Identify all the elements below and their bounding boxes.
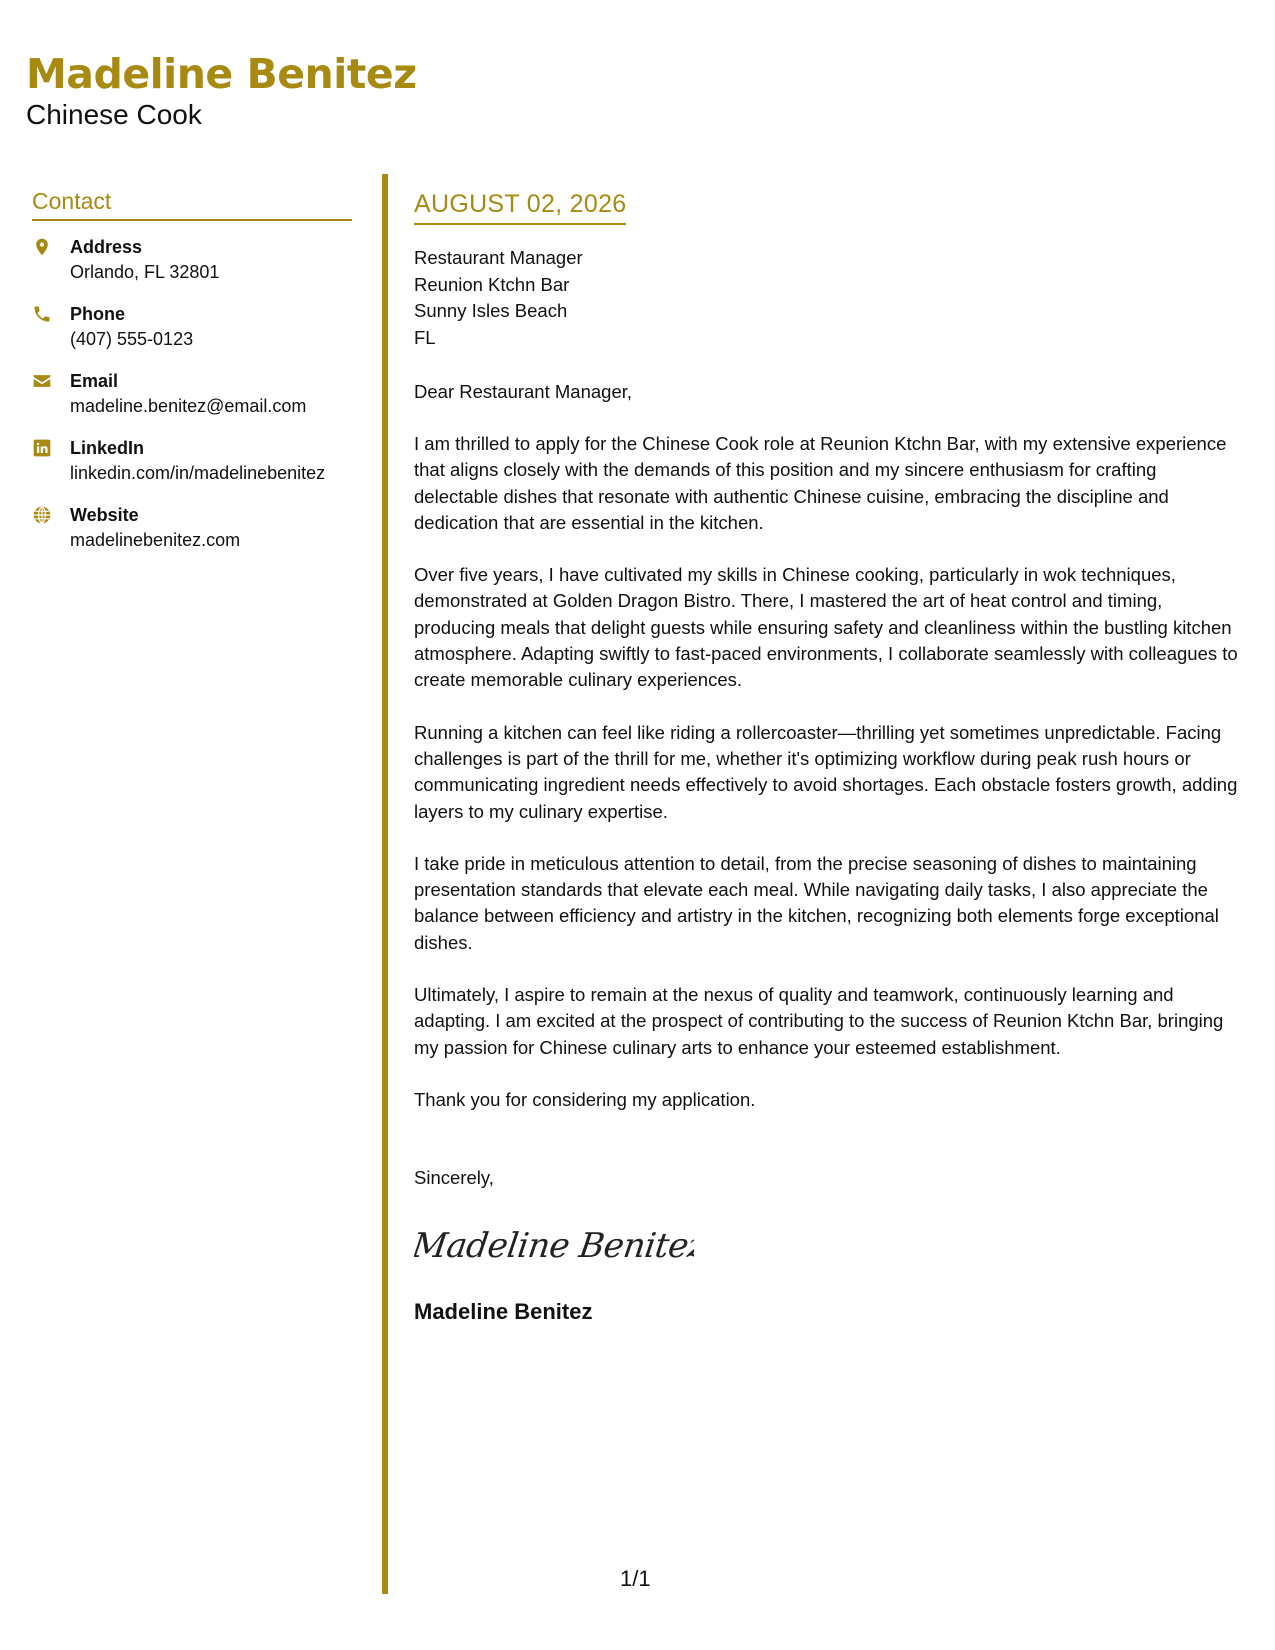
contact-sidebar <box>32 188 352 570</box>
contact-label: Phone <box>70 304 126 324</box>
contact-linkedin <box>32 436 352 486</box>
contact-label: Email <box>70 371 119 391</box>
body-paragraph: Running a kitchen can feel like riding a rollercoaster—thrilling yet sometimes unpredictable. Facing challenges is part of the thrill for me, whether it's optimizing workflow during peak rush hours or communicating ingredient needs effectively to avoid shortages. Each obstacle fosters growth, adding layers to my culinary expertise. <box>414 721 1238 822</box>
recipient-line: Reunion Ktchn Bar <box>414 273 570 295</box>
contact-address <box>32 235 352 285</box>
letter-date: AUGUST 02, 2026 <box>414 190 626 225</box>
contact-value: (407) 555-0123 <box>70 329 194 349</box>
contact-heading: Contact <box>32 188 352 221</box>
body-paragraph: Thank you for considering my application. <box>414 1088 756 1110</box>
signed-name: Madeline Benitez <box>414 1299 593 1325</box>
contact-value: madeline.benitez@email.com <box>70 396 307 416</box>
salutation: Dear Restaurant Manager, <box>414 381 633 402</box>
signature-script: Madeline Benitez <box>414 1226 694 1267</box>
contact-value: Orlando, FL 32801 <box>70 262 220 282</box>
contact-label: LinkedIn <box>70 438 145 458</box>
closing: Sincerely, <box>414 1167 494 1189</box>
globe-icon <box>32 503 70 525</box>
contact-label: Website <box>70 505 139 525</box>
envelope-icon <box>32 369 70 391</box>
body-paragraph: I am thrilled to apply for the Chinese Cook role at Reunion Ktchn Bar, with my extensive experience that aligns closely with the demands of this position and my sincere enthusiasm for crafting delectable dishes that resonate with authentic Chinese cuisine, embracing the discipline and dedication that are essential in the kitchen. <box>414 433 1227 533</box>
applicant-name: Madeline Benitez <box>26 50 417 98</box>
phone-icon <box>32 302 70 324</box>
linkedin-icon <box>32 436 70 458</box>
recipient-block <box>414 245 1244 351</box>
recipient-line: Sunny Isles Beach <box>414 300 568 321</box>
letter-body <box>414 190 1244 1325</box>
contact-label: Address <box>70 237 143 257</box>
body-paragraph: Over five years, I have cultivated my skills in Chinese cooking, particularly in wok techniques, demonstrated at Golden Dragon Bistro. There, I mastered the art of heat control and timing, producing meals that delight guests while ensuring safety and cleanliness within the bustling kitchen atmosphere. Adapting swiftly to fast-paced environments, I collaborate seamlessly with colleagues to create memorable culinary experiences. <box>414 564 1238 691</box>
recipient-line: Restaurant Manager <box>414 247 583 268</box>
contact-value: madelinebenitez.com <box>70 530 241 550</box>
recipient-line: FL <box>414 326 436 348</box>
handwritten-signature <box>414 1221 1244 1271</box>
page-number: 1/1 <box>620 1566 651 1591</box>
letter-header <box>26 50 417 132</box>
contact-email <box>32 369 352 419</box>
body-paragraph: Ultimately, I aspire to remain at the nexus of quality and teamwork, continuously learning and adapting. I am excited at the prospect of contributing to the success of Reunion Ktchn Bar, bringing my passion for Chinese culinary arts to enhance your esteemed establishment. <box>414 984 1224 1058</box>
map-pin-icon <box>32 235 70 257</box>
body-paragraph: I take pride in meticulous attention to detail, from the precise seasoning of dishes to maintaining presentation standards that elevate each meal. While navigating daily tasks, I also appreciate the balance between efficiency and artistry in the kitchen, recognizing both elements forge exceptional dishes. <box>414 852 1219 953</box>
column-divider <box>382 174 388 1594</box>
contact-phone <box>32 302 352 352</box>
applicant-title: Chinese Cook <box>26 99 202 130</box>
contact-value: linkedin.com/in/madelinebenitez <box>70 463 326 483</box>
contact-website <box>32 503 352 553</box>
